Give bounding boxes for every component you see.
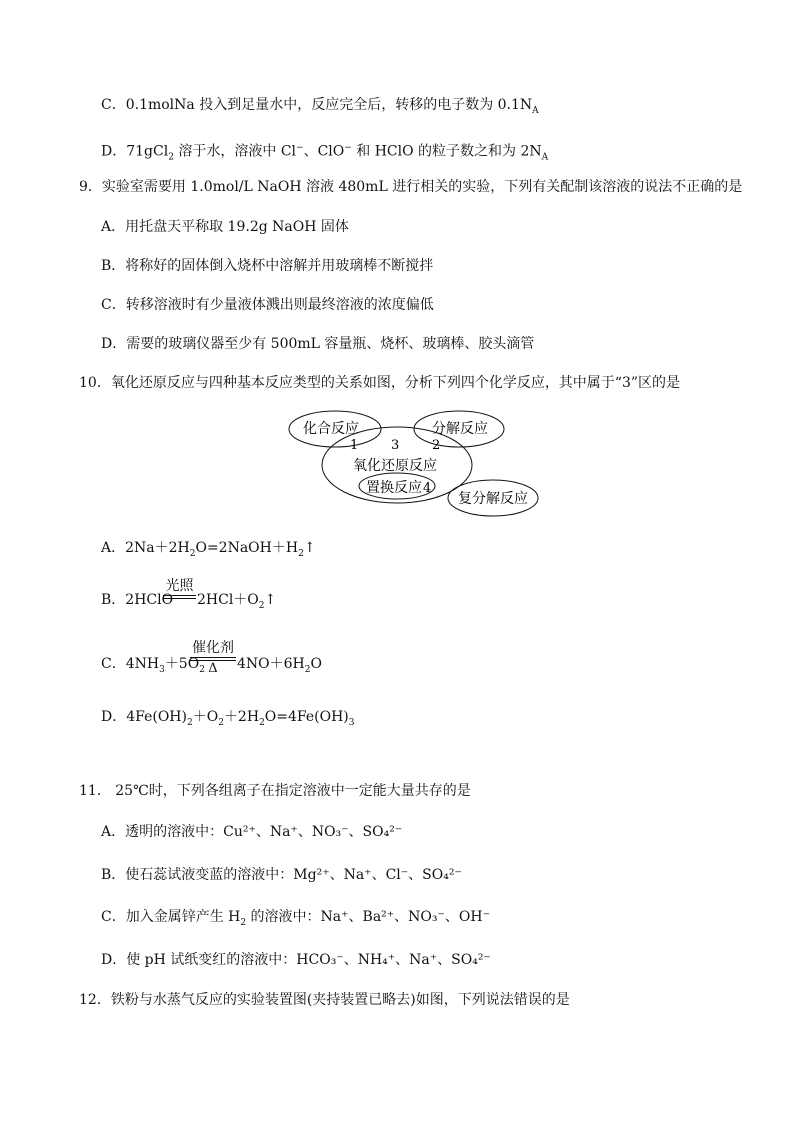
q8-option-d	[101, 138, 548, 167]
q10-option-a	[101, 538, 316, 564]
label-double-decomposition: 复分解反应	[458, 491, 528, 507]
reaction-type-diagram	[288, 408, 540, 520]
q10-c-part4: O	[310, 656, 322, 672]
q10-option-b-pre: B．2HClO	[101, 592, 174, 608]
q10-a-part2: O=2NaOH＋H	[195, 540, 299, 556]
q11-option-b: B．使石蕊试液变蓝的溶液中：Mg²⁺、Na⁺、Cl⁻、SO₄²⁻	[101, 867, 462, 883]
q10-c-cond-top: 催化剂	[192, 640, 234, 656]
q10-c-part2: ＋5O	[164, 656, 200, 672]
q8-d-part2: 溶于水，溶液中 Cl	[173, 143, 297, 160]
q10-stem: 10．氧化还原反应与四种基本反应类型的关系如图，分析下列四个化学反应，其中属于“3”区的是	[79, 375, 681, 391]
q8-d-part3: 、ClO	[303, 143, 345, 160]
q10-b-cond-text: 光照	[165, 578, 194, 594]
q10-a-part1: A．2Na＋2H	[101, 540, 190, 556]
q10-d-sub1: 2	[186, 717, 193, 728]
q9-stem: 9．实验室需要用 1.0mol/L NaOH 溶液 480mL 进行相关的实验，下列有关配制该溶液的说法不正确的是	[79, 179, 743, 195]
q10-b-eq-line2	[163, 598, 196, 599]
q10-c-part1: C．4NH	[101, 656, 160, 672]
q10-b-eq-line1	[163, 595, 196, 596]
q10-c-sub2: 2	[199, 664, 205, 675]
q9-option-a: A．用托盘天平称取 19.2g NaOH 固体	[101, 219, 349, 235]
q10-b-post-text: 2HCl＋O	[197, 592, 259, 608]
q9-option-d: D．需要的玻璃仪器至少有 500mL 容量瓶、烧杯、玻璃棒、胶头滴管	[101, 336, 535, 352]
q10-b-sub: 2	[258, 600, 265, 611]
q10-b-arrow: ↑	[264, 592, 277, 608]
q10-c-sub1: 3	[159, 664, 165, 675]
q9-option-b: B．将称好的固体倒入烧杯中溶解并用玻璃棒不断搅拌	[101, 258, 434, 274]
q8-d-part4: 和 HClO 的粒子数之和为 2N	[351, 143, 542, 160]
q11-option-c	[101, 907, 490, 933]
q10-d-part3: ＋2H	[223, 709, 260, 725]
q10-a-sub1: 2	[189, 548, 196, 559]
q10-option-c-post	[237, 654, 322, 680]
q8-option-c	[101, 95, 539, 121]
label-region-3: 3	[391, 438, 400, 453]
label-decomposition: 分解反应	[432, 421, 488, 437]
label-region-4: 4	[423, 481, 432, 496]
q10-a-arrow: ↑	[303, 540, 316, 556]
q10-d-part2: ＋O	[192, 709, 219, 725]
q10-c-condition	[190, 640, 236, 677]
q10-d-part1: D．4Fe(OH)	[101, 709, 187, 725]
q11-option-d: D．使 pH 试纸变红的溶液中：HCO₃⁻、NH₄⁺、Na⁺、SO₄²⁻	[101, 952, 491, 968]
q11-c-part1: C．加入金属锌产生 H	[101, 909, 241, 925]
q8-d-part1: D．71gCl	[101, 143, 169, 160]
q10-b-condition	[163, 578, 196, 599]
q8-d-sub1: 2	[168, 152, 174, 163]
q10-a-sub2: 2	[298, 548, 304, 559]
q10-option-b-post	[197, 590, 276, 616]
q8-d-sub2: A	[541, 152, 549, 163]
q11-c-sub: 2	[240, 917, 247, 928]
q11-c-part2: 的溶液中：Na⁺、Ba²⁺、NO₃⁻、OH⁻	[246, 909, 490, 925]
q10-d-sub4: 3	[348, 717, 355, 728]
q10-c-part3: 4NO＋6H	[237, 656, 305, 672]
q10-c-sub3: 2	[304, 664, 311, 675]
q10-d-sub3: 2	[259, 717, 265, 728]
label-region-2: 2	[432, 438, 441, 453]
q12-stem: 12．铁粉与水蒸气反应的实验装置图(夹持装置已略去)如图，下列说法错误的是	[79, 992, 570, 1008]
q10-c-cond-bottom: Δ	[208, 661, 218, 676]
q11-stem: 11． 25℃时，下列各组离子在指定溶液中一定能大量共存的是	[79, 783, 471, 799]
q10-option-d	[101, 707, 355, 733]
q8-option-c-sub: A	[532, 105, 539, 116]
label-redox: 氧化还原反应	[353, 458, 437, 474]
q10-d-sub2: 2	[218, 717, 224, 728]
q10-c-eq-line1	[190, 657, 236, 658]
q9-option-c: C．转移溶液时有少量液体溅出则最终溶液的浓度偏低	[101, 297, 434, 313]
q8-option-c-text: C．0.1molNa 投入到足量水中，反应完全后，转移的电子数为 0.1N	[101, 97, 533, 113]
label-combination: 化合反应	[303, 421, 359, 437]
q8-d-sup1: −	[296, 143, 304, 153]
label-displacement: 置换反应	[366, 480, 422, 496]
label-region-1: 1	[350, 438, 359, 453]
q10-d-part4: O=4Fe(OH)	[264, 709, 349, 725]
q8-d-sup2: −	[344, 143, 352, 153]
q11-option-a: A．透明的溶液中：Cu²⁺、Na⁺、NO₃⁻、SO₄²⁻	[101, 824, 403, 840]
